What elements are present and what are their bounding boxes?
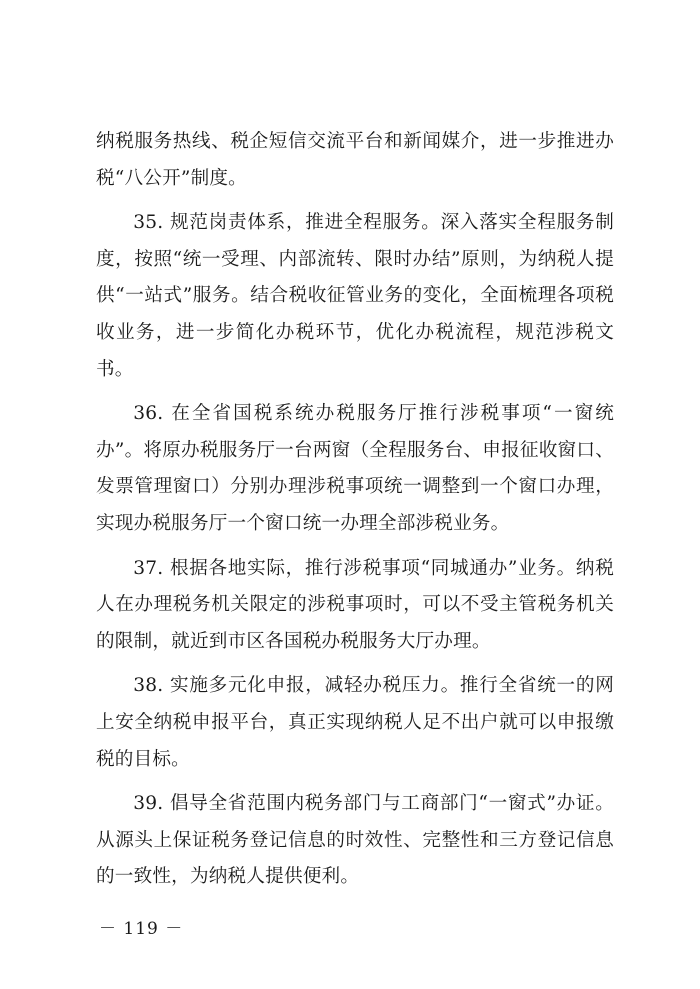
paragraph-item-36: 36. 在全省国税系统办税服务厅推行涉税事项“一窗统办”。将原办税服务厅一台两窗（全程服务台、申报征收窗口、发票管理窗口）分别办理涉税事项统一调整到一个窗口办理，实现办税服务厅一个窗口统一办理全部涉税业务。 <box>96 403 614 534</box>
page-number: － 119 － <box>99 919 184 939</box>
paragraph-continuation: 纳税服务热线、税企短信交流平台和新闻媒介，进一步推进办税“八公开”制度。 <box>96 131 614 189</box>
document-body <box>96 124 614 904</box>
paragraph-item-35: 35. 规范岗责体系，推进全程服务。深入落实全程服务制度，按照“统一受理、内部流转、限时办结”原则，为纳税人提供“一站式”服务。结合税收征管业务的变化，全面梳理各项税收业务，进一步简化办税环节，优化办税流程，规范涉税文书。 <box>96 212 614 380</box>
paragraph-item-39: 39. 倡导全省范围内税务部门与工商部门“一窗式”办证。从源头上保证税务登记信息的时效性、完整性和三方登记信息的一致性，为纳税人提供便利。 <box>96 793 614 888</box>
paragraph-item-37: 37. 根据各地实际，推行涉税事项“同城通办”业务。纳税人在办理税务机关限定的涉税事项时，可以不受主管税务机关的限制，就近到市区各国税办税服务大厅办理。 <box>96 557 614 652</box>
paragraph-item-38: 38. 实施多元化申报，减轻办税压力。推行全省统一的网上安全纳税申报平台，真正实现纳税人足不出户就可以申报缴税的目标。 <box>96 675 614 770</box>
